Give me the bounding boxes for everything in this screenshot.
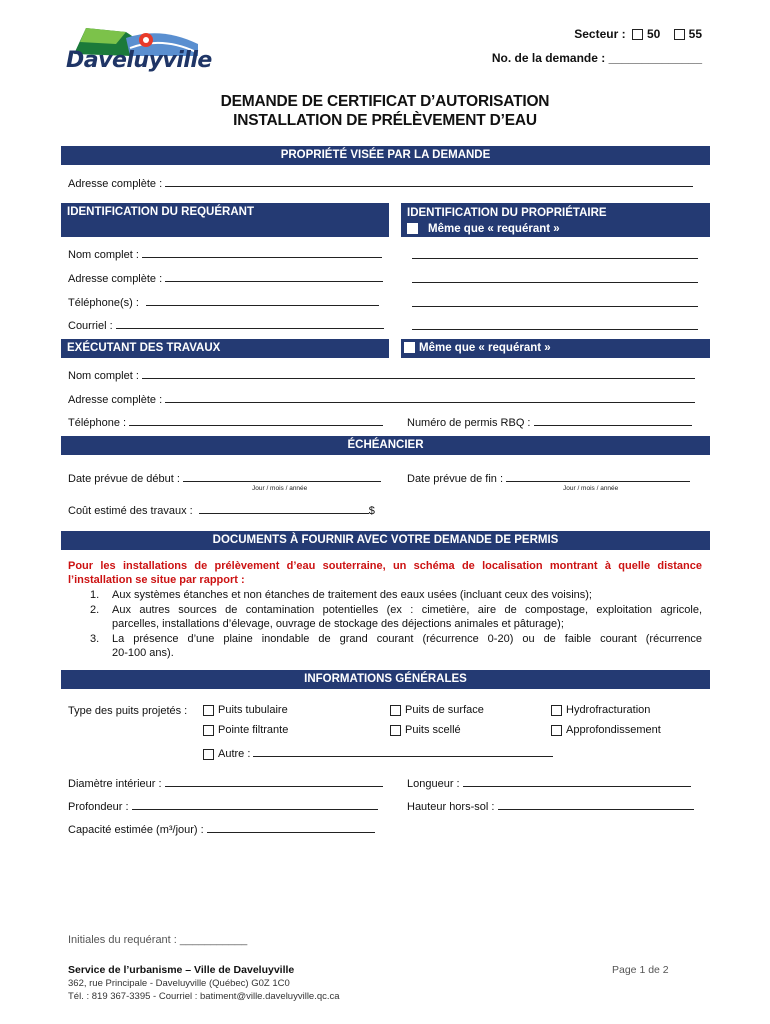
capacite-field[interactable] — [68, 821, 375, 836]
requerant-courriel-field[interactable] — [68, 317, 384, 332]
capacite-line[interactable] — [207, 821, 375, 833]
autre-line[interactable] — [253, 745, 553, 757]
footer-contact: Tél. : 819 367-3395 - Courriel : batiment@ville.daveluyville.qc.ca — [68, 991, 340, 1002]
requerant-courriel-label: Courriel : — [68, 320, 113, 332]
requerant-adresse-line[interactable] — [165, 270, 383, 282]
list-item: 2. Aux autres sources de contamination potentielles (ex : cimetière, aire de compostage, exploitation agricole, parcelles, installations d’élevage, ouvrage de stockage des déjections animales et pâturage); — [90, 603, 702, 630]
secteur-label: Secteur : — [574, 27, 626, 41]
page-title-line2: INSTALLATION DE PRÉLÈVEMENT D’EAU — [233, 112, 537, 129]
date-debut-label: Date prévue de début : — [68, 473, 180, 485]
page-number: Page 1 de 2 — [612, 964, 669, 976]
option-approfondissement[interactable]: Approfondissement — [551, 724, 661, 736]
list-item: 1. Aux systèmes étanches et non étanches de traitement des eaux usées (incluant ceux des voisins); — [90, 589, 592, 601]
autre-checkbox[interactable] — [203, 749, 214, 760]
proprietaire-nom-line[interactable] — [412, 247, 698, 259]
requerant-adresse-label: Adresse complète : — [68, 273, 163, 285]
pointe-filtrante-checkbox[interactable] — [203, 725, 214, 736]
date-fin-hint: Jour / mois / année — [563, 485, 619, 492]
requerant-nom-field[interactable] — [68, 246, 382, 261]
type-puits-label: Type des puits projetés : — [68, 705, 188, 717]
executant-rbq-label: Numéro de permis RBQ : — [407, 417, 531, 429]
executant-adresse-line[interactable] — [165, 391, 695, 403]
executant-telephone-field[interactable] — [68, 414, 383, 429]
option-pointe-filtrante[interactable]: Pointe filtrante — [203, 724, 288, 736]
requerant-telephone-label: Téléphone(s) : — [68, 297, 139, 309]
diametre-label: Diamètre intérieur : — [68, 778, 162, 790]
proprietaire-telephone-line[interactable] — [412, 295, 698, 307]
longueur-label: Longueur : — [407, 778, 460, 790]
profondeur-line[interactable] — [132, 798, 378, 810]
secteur-55-checkbox[interactable] — [674, 29, 685, 40]
page-title-line1: DEMANDE DE CERTIFICAT D’AUTORISATION — [220, 93, 550, 110]
secteur-50-checkbox[interactable] — [632, 29, 643, 40]
date-fin-field[interactable] — [407, 470, 690, 485]
section-propriete: PROPRIÉTÉ VISÉE PAR LA DEMANDE — [61, 146, 710, 165]
executant-nom-label: Nom complet : — [68, 370, 139, 382]
hauteur-label: Hauteur hors-sol : — [407, 801, 495, 813]
section-requerant: IDENTIFICATION DU REQUÉRANT — [61, 203, 389, 237]
executant-rbq-field[interactable] — [407, 414, 692, 429]
capacite-label: Capacité estimée (m³/jour) : — [68, 824, 204, 836]
puits-surface-checkbox[interactable] — [390, 705, 401, 716]
executant-telephone-line[interactable] — [129, 414, 383, 426]
approfondissement-checkbox[interactable] — [551, 725, 562, 736]
secteur-50-label: 50 — [646, 27, 661, 41]
cout-line[interactable] — [199, 502, 369, 514]
option-puits-tubulaire[interactable]: Puits tubulaire — [203, 704, 288, 716]
documents-list — [90, 588, 702, 661]
option-hydrofracturation[interactable]: Hydrofracturation — [551, 704, 650, 716]
date-debut-hint: Jour / mois / année — [252, 485, 308, 492]
executant-rbq-line[interactable] — [534, 414, 692, 426]
proprietaire-meme-label: Même que « requérant » — [428, 223, 560, 235]
requerant-adresse-field[interactable] — [68, 270, 383, 285]
requerant-nom-label: Nom complet : — [68, 249, 139, 261]
executant-nom-field[interactable] — [68, 367, 695, 382]
profondeur-label: Profondeur : — [68, 801, 129, 813]
diametre-line[interactable] — [165, 775, 383, 787]
propriete-adresse-field[interactable] — [68, 175, 693, 190]
longueur-field[interactable] — [407, 775, 691, 790]
proprietaire-courriel-line[interactable] — [412, 318, 698, 330]
executant-adresse-field[interactable] — [68, 391, 695, 406]
executant-nom-line[interactable] — [142, 367, 695, 379]
date-fin-label: Date prévue de fin : — [407, 473, 504, 485]
documents-intro-line1: Pour les installations de prélèvement d’eau souterraine, un schéma de localisation montrant à quelle distance — [68, 560, 702, 572]
cout-field[interactable] — [68, 502, 375, 517]
logo — [66, 22, 212, 82]
section-echeancier: ÉCHÉANCIER — [61, 436, 710, 455]
footer-service: Service de l’urbanisme – Ville de Daveluyville — [68, 964, 295, 976]
propriete-adresse-line[interactable] — [165, 175, 693, 187]
cout-unit: $ — [368, 505, 375, 517]
section-proprietaire: IDENTIFICATION DU PROPRIÉTAIRE Même que « requérant » — [401, 203, 710, 237]
requerant-telephone-line[interactable] — [146, 294, 379, 306]
requerant-courriel-line[interactable] — [116, 317, 384, 329]
diametre-field[interactable] — [68, 775, 383, 790]
section-executant-meme — [401, 339, 710, 358]
executant-meme-checkbox[interactable] — [404, 342, 415, 353]
option-puits-surface[interactable]: Puits de surface — [390, 704, 484, 716]
profondeur-field[interactable] — [68, 798, 378, 813]
cout-label: Coût estimé des travaux : — [68, 505, 193, 517]
documents-intro-line2: l’installation se situe par rapport : — [68, 574, 245, 586]
executant-telephone-label: Téléphone : — [68, 417, 127, 429]
hauteur-field[interactable] — [407, 798, 694, 813]
proprietaire-meme-checkbox[interactable] — [407, 223, 418, 234]
executant-meme-label: Même que « requérant » — [419, 342, 551, 354]
logo-text: Daveluyville — [66, 48, 212, 73]
puits-tubulaire-checkbox[interactable] — [203, 705, 214, 716]
executant-adresse-label: Adresse complète : — [68, 394, 163, 406]
secteur-row — [574, 27, 702, 41]
puits-scelle-checkbox[interactable] — [390, 725, 401, 736]
date-fin-line[interactable] — [506, 470, 690, 482]
section-documents: DOCUMENTS À FOURNIR AVEC VOTRE DEMANDE DE PERMIS — [61, 531, 710, 550]
date-debut-line[interactable] — [183, 470, 381, 482]
section-infos: INFORMATIONS GÉNÉRALES — [61, 670, 710, 689]
proprietaire-adresse-line[interactable] — [412, 271, 698, 283]
secteur-55-label: 55 — [688, 27, 702, 41]
longueur-line[interactable] — [463, 775, 691, 787]
propriete-adresse-label: Adresse complète : — [68, 178, 163, 190]
requerant-nom-line[interactable] — [142, 246, 382, 258]
date-debut-field[interactable] — [68, 470, 381, 485]
option-autre[interactable]: Autre : — [203, 745, 553, 760]
hydrofracturation-checkbox[interactable] — [551, 705, 562, 716]
initiales-field[interactable]: Initiales du requérant : ___________ — [68, 934, 248, 946]
option-puits-scelle[interactable]: Puits scellé — [390, 724, 461, 736]
section-executant: EXÉCUTANT DES TRAVAUX — [61, 339, 389, 358]
list-item: 3. La présence d’une plaine inondable de grand courant (récurrence 0-20) ou de faible courant (récurrence 20-100 ans). — [90, 632, 702, 659]
footer-adresse: 362, rue Principale - Daveluyville (Québec) G0Z 1C0 — [68, 978, 290, 989]
requerant-telephone-field[interactable] — [68, 294, 379, 309]
hauteur-line[interactable] — [498, 798, 694, 810]
demande-number[interactable]: No. de la demande : ______________ — [491, 51, 702, 65]
